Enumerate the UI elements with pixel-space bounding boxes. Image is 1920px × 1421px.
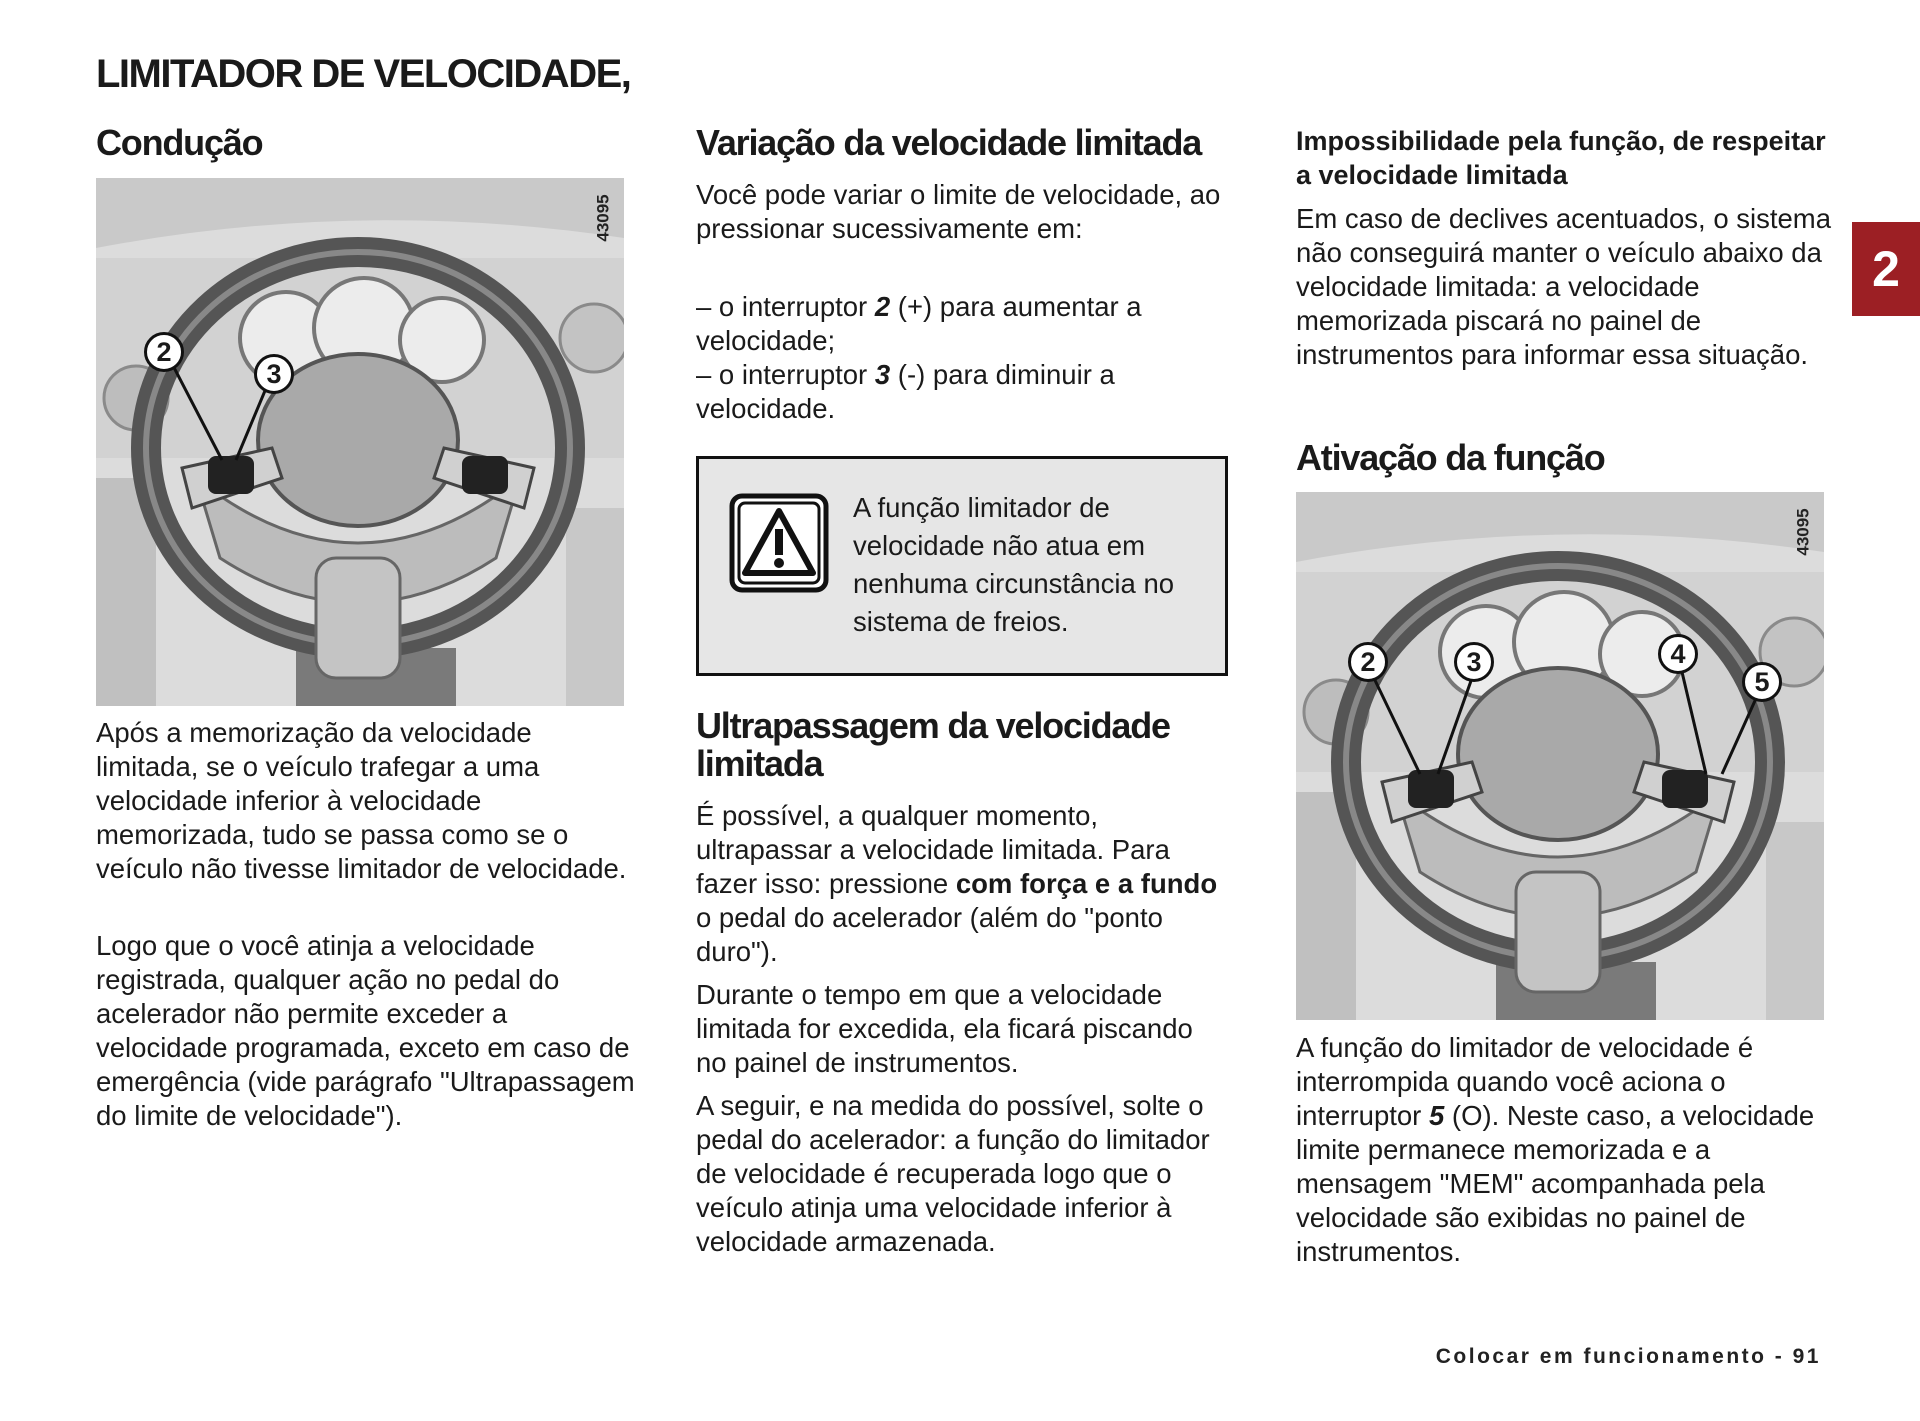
callout-marker: 2 bbox=[1348, 642, 1388, 682]
subheading-impossibilidade: Impossibilidade pela função, de respeitar a velocidade limitada bbox=[1296, 126, 1826, 190]
heading-conducao: Condução bbox=[96, 122, 263, 163]
steering-wheel-figure-1 bbox=[96, 178, 624, 706]
figure-number: 43095 bbox=[593, 194, 613, 242]
list-item: – o interruptor 2 (+) para aumentar a velocidade; bbox=[696, 291, 1142, 356]
chapter-tab: 2 bbox=[1852, 222, 1920, 316]
page-footer: Colocar em funcionamento - 91 bbox=[1435, 1345, 1821, 1368]
paragraph: Após a memorização da velocidade limitada, se o veículo trafegar a uma velocidade inferior à velocidade memorizada, tudo se passa como se o veículo não tivesse limitador de velocidade. bbox=[96, 717, 627, 884]
paragraph: A seguir, e na medida do possível, solte o pedal do acelerador: a função do limitador de velocidade é recuperada logo que o veículo atinja uma velocidade inferior à velocidade armazenada. bbox=[696, 1090, 1210, 1257]
warning-box bbox=[696, 456, 1228, 676]
heading-variacao: Variação da velocidade limitada bbox=[696, 122, 1202, 163]
steering-wheel-illustration bbox=[1296, 492, 1824, 1020]
list-item: – o interruptor 3 (-) para diminuir a velocidade. bbox=[696, 359, 1115, 424]
warning-text: A função limitador de velocidade não atua em nenhuma circunstância no sistema de freios. bbox=[853, 492, 1175, 637]
paragraph: É possível, a qualquer momento, ultrapassar a velocidade limitada. Para fazer isso: pressione com força e a fundo o pedal do acelerador (além do "ponto duro"). bbox=[696, 800, 1218, 967]
figure-number: 43095 bbox=[1793, 508, 1813, 556]
callout-marker: 3 bbox=[1454, 642, 1494, 682]
page-title: LIMITADOR DE VELOCIDADE, bbox=[96, 52, 631, 96]
warning-triangle-icon bbox=[729, 493, 829, 593]
paragraph: Você pode variar o limite de velocidade, ao pressionar sucessivamente em: bbox=[696, 179, 1221, 244]
callout-marker: 5 bbox=[1742, 662, 1782, 702]
callout-marker: 3 bbox=[254, 354, 294, 394]
heading-ativacao: Ativação da função bbox=[1296, 437, 1605, 478]
paragraph: Logo que o você atinja a velocidade registrada, qualquer ação no pedal do acelerador não permite exceder a velocidade programada, exceto em caso de emergência (vide parágrafo "Ultrapassagem do limite de velocidade"). bbox=[96, 930, 635, 1131]
callout-marker: 2 bbox=[144, 332, 184, 372]
paragraph: Em caso de declives acentuados, o sistema não conseguirá manter o veículo abaixo da velocidade limitada: a velocidade memorizada piscará no painel de instrumentos para informar essa situação. bbox=[1296, 203, 1832, 370]
steering-wheel-illustration bbox=[96, 178, 624, 706]
steering-wheel-figure-2 bbox=[1296, 492, 1824, 1020]
callout-marker: 4 bbox=[1658, 634, 1698, 674]
heading-ultrapassagem: Ultrapassagem da velocidade limitada bbox=[696, 705, 1170, 784]
paragraph: Durante o tempo em que a velocidade limitada for excedida, ela ficará piscando no painel de instrumentos. bbox=[696, 979, 1193, 1078]
paragraph: A função do limitador de velocidade é interrompida quando você aciona o interruptor 5 (O). Neste caso, a velocidade limite permanece memorizada e a mensagem "MEM" acompanhada pela velocidade são exibidas no painel de instrumentos. bbox=[1296, 1032, 1815, 1267]
